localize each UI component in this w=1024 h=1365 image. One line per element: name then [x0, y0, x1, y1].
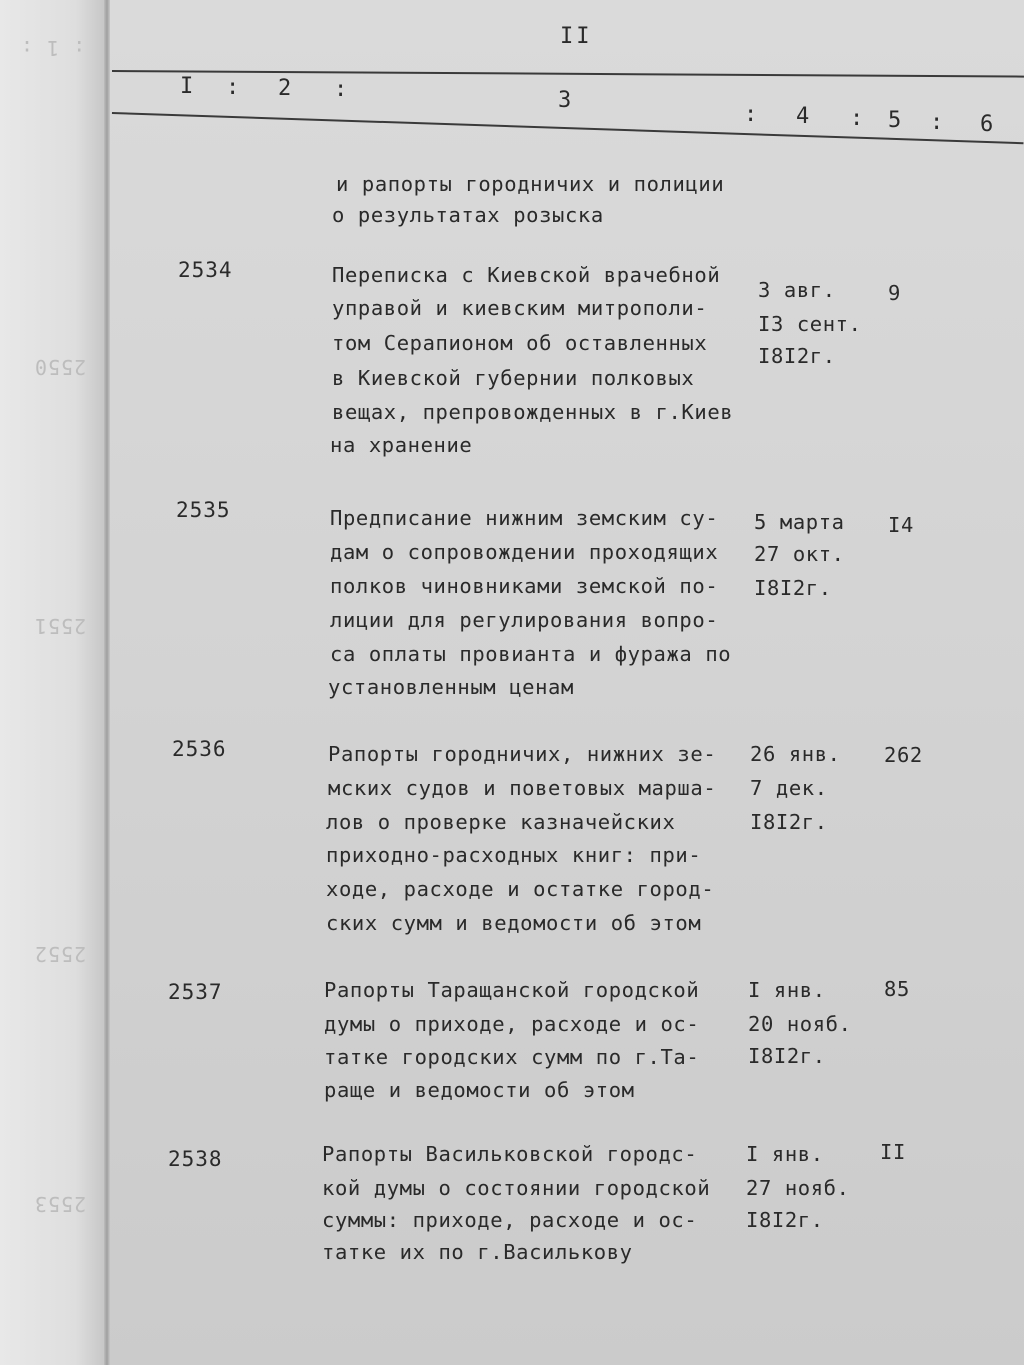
description-line: лиции для регулирования вопро- — [330, 608, 719, 632]
date-line: 20 нояб. — [748, 1012, 852, 1036]
column-header-separator: : — [850, 106, 864, 131]
date-line: I8I2г. — [746, 1208, 824, 1232]
sheet-count: 262 — [884, 743, 923, 767]
column-header-separator: : — [226, 75, 240, 100]
description-line: мских судов и поветовых марша- — [328, 776, 717, 800]
description-line: думы о приходе, расходе и ос- — [324, 1012, 700, 1036]
date-line: I8I2г. — [754, 576, 832, 600]
description-line: управой и киевским митрополи- — [332, 296, 708, 320]
description-line: вещах, препровожденных в г.Киев — [332, 400, 734, 424]
column-header-notes: 6 — [980, 112, 994, 137]
bleed-through-margin-number: 2551 — [34, 614, 87, 638]
bleed-through-margin-number: 2550 — [34, 355, 87, 379]
date-line: I8I2г. — [750, 810, 828, 834]
description-line: кой думы о состоянии городской — [322, 1176, 711, 1200]
column-header-archive-number: I — [180, 74, 194, 99]
description-line: дам о сопровождении проходящих — [330, 540, 719, 564]
sheet-count: 85 — [884, 977, 910, 1001]
column-header-separator: : — [334, 77, 348, 102]
description-line: приходно-расходных книг: при- — [326, 843, 702, 867]
column-header-old-number: 2 — [278, 76, 292, 101]
column-header-separator: : — [744, 102, 758, 127]
bleed-through-top: : 1 : — [20, 36, 86, 60]
description-line: полков чиновниками земской по- — [330, 574, 719, 598]
description-line: Рапорты городничих, нижних зе- — [328, 742, 717, 766]
date-line: 3 авг. — [758, 278, 836, 302]
date-line: 27 окт. — [754, 542, 845, 566]
description-line: Предписание нижним земским су- — [330, 506, 719, 530]
description-line: ходе, расходе и остатке город- — [326, 877, 715, 901]
entry-number: 2538 — [168, 1147, 223, 1171]
date-line: 5 марта — [754, 510, 845, 534]
bleed-through-margin-number: 2552 — [34, 942, 87, 966]
description-line: татке их по г.Василькову — [322, 1240, 633, 1264]
entry-number: 2535 — [176, 498, 231, 522]
description-line: са оплаты провианта и фуража по — [330, 642, 732, 666]
sheet-count: 9 — [888, 281, 901, 305]
date-line: I8I2г. — [758, 344, 836, 368]
description-line: ских сумм и ведомости об этом — [326, 911, 702, 935]
date-line: I янв. — [748, 978, 826, 1002]
column-header-dates: 4 — [796, 104, 810, 129]
sheet-count: I4 — [888, 513, 914, 537]
column-header-sheets: 5 — [888, 108, 902, 133]
description-line: Рапорты Таращанской городской — [324, 978, 700, 1002]
adjacent-page-margin — [0, 0, 108, 1365]
description-line: том Серапионом об оставленных — [332, 331, 708, 355]
date-line: I3 сент. — [758, 312, 862, 336]
description-line: Переписка с Киевской врачебной — [332, 263, 721, 287]
description-line: лов о проверке казначейских — [326, 810, 676, 834]
description-line: татке городских сумм по г.Та- — [324, 1045, 700, 1069]
entry-number: 2534 — [178, 258, 233, 282]
date-line: 27 нояб. — [746, 1176, 850, 1200]
description-line: о результатах розыска — [332, 203, 604, 227]
entry-number: 2536 — [172, 737, 227, 761]
column-header-description: 3 — [558, 88, 572, 113]
column-header-separator: : — [930, 110, 944, 135]
description-line: на хранение — [330, 433, 473, 457]
description-line: суммы: приходе, расходе и ос- — [322, 1208, 698, 1232]
date-line: 26 янв. — [750, 742, 841, 766]
page-number: II — [560, 24, 593, 49]
entry-number: 2537 — [168, 980, 223, 1004]
date-line: I8I2г. — [748, 1044, 826, 1068]
date-line: 7 дек. — [750, 776, 828, 800]
description-line: Рапорты Васильковской городс- — [322, 1142, 698, 1166]
sheet-count: II — [880, 1140, 906, 1164]
description-line: установленным ценам — [328, 675, 574, 699]
bleed-through-margin-number: 2553 — [34, 1192, 87, 1216]
description-line: в Киевской губернии полковых — [332, 366, 695, 390]
description-line: раще и ведомости об этом — [324, 1078, 635, 1102]
description-line: и рапорты городничих и полиции — [336, 172, 725, 196]
date-line: I янв. — [746, 1142, 824, 1166]
